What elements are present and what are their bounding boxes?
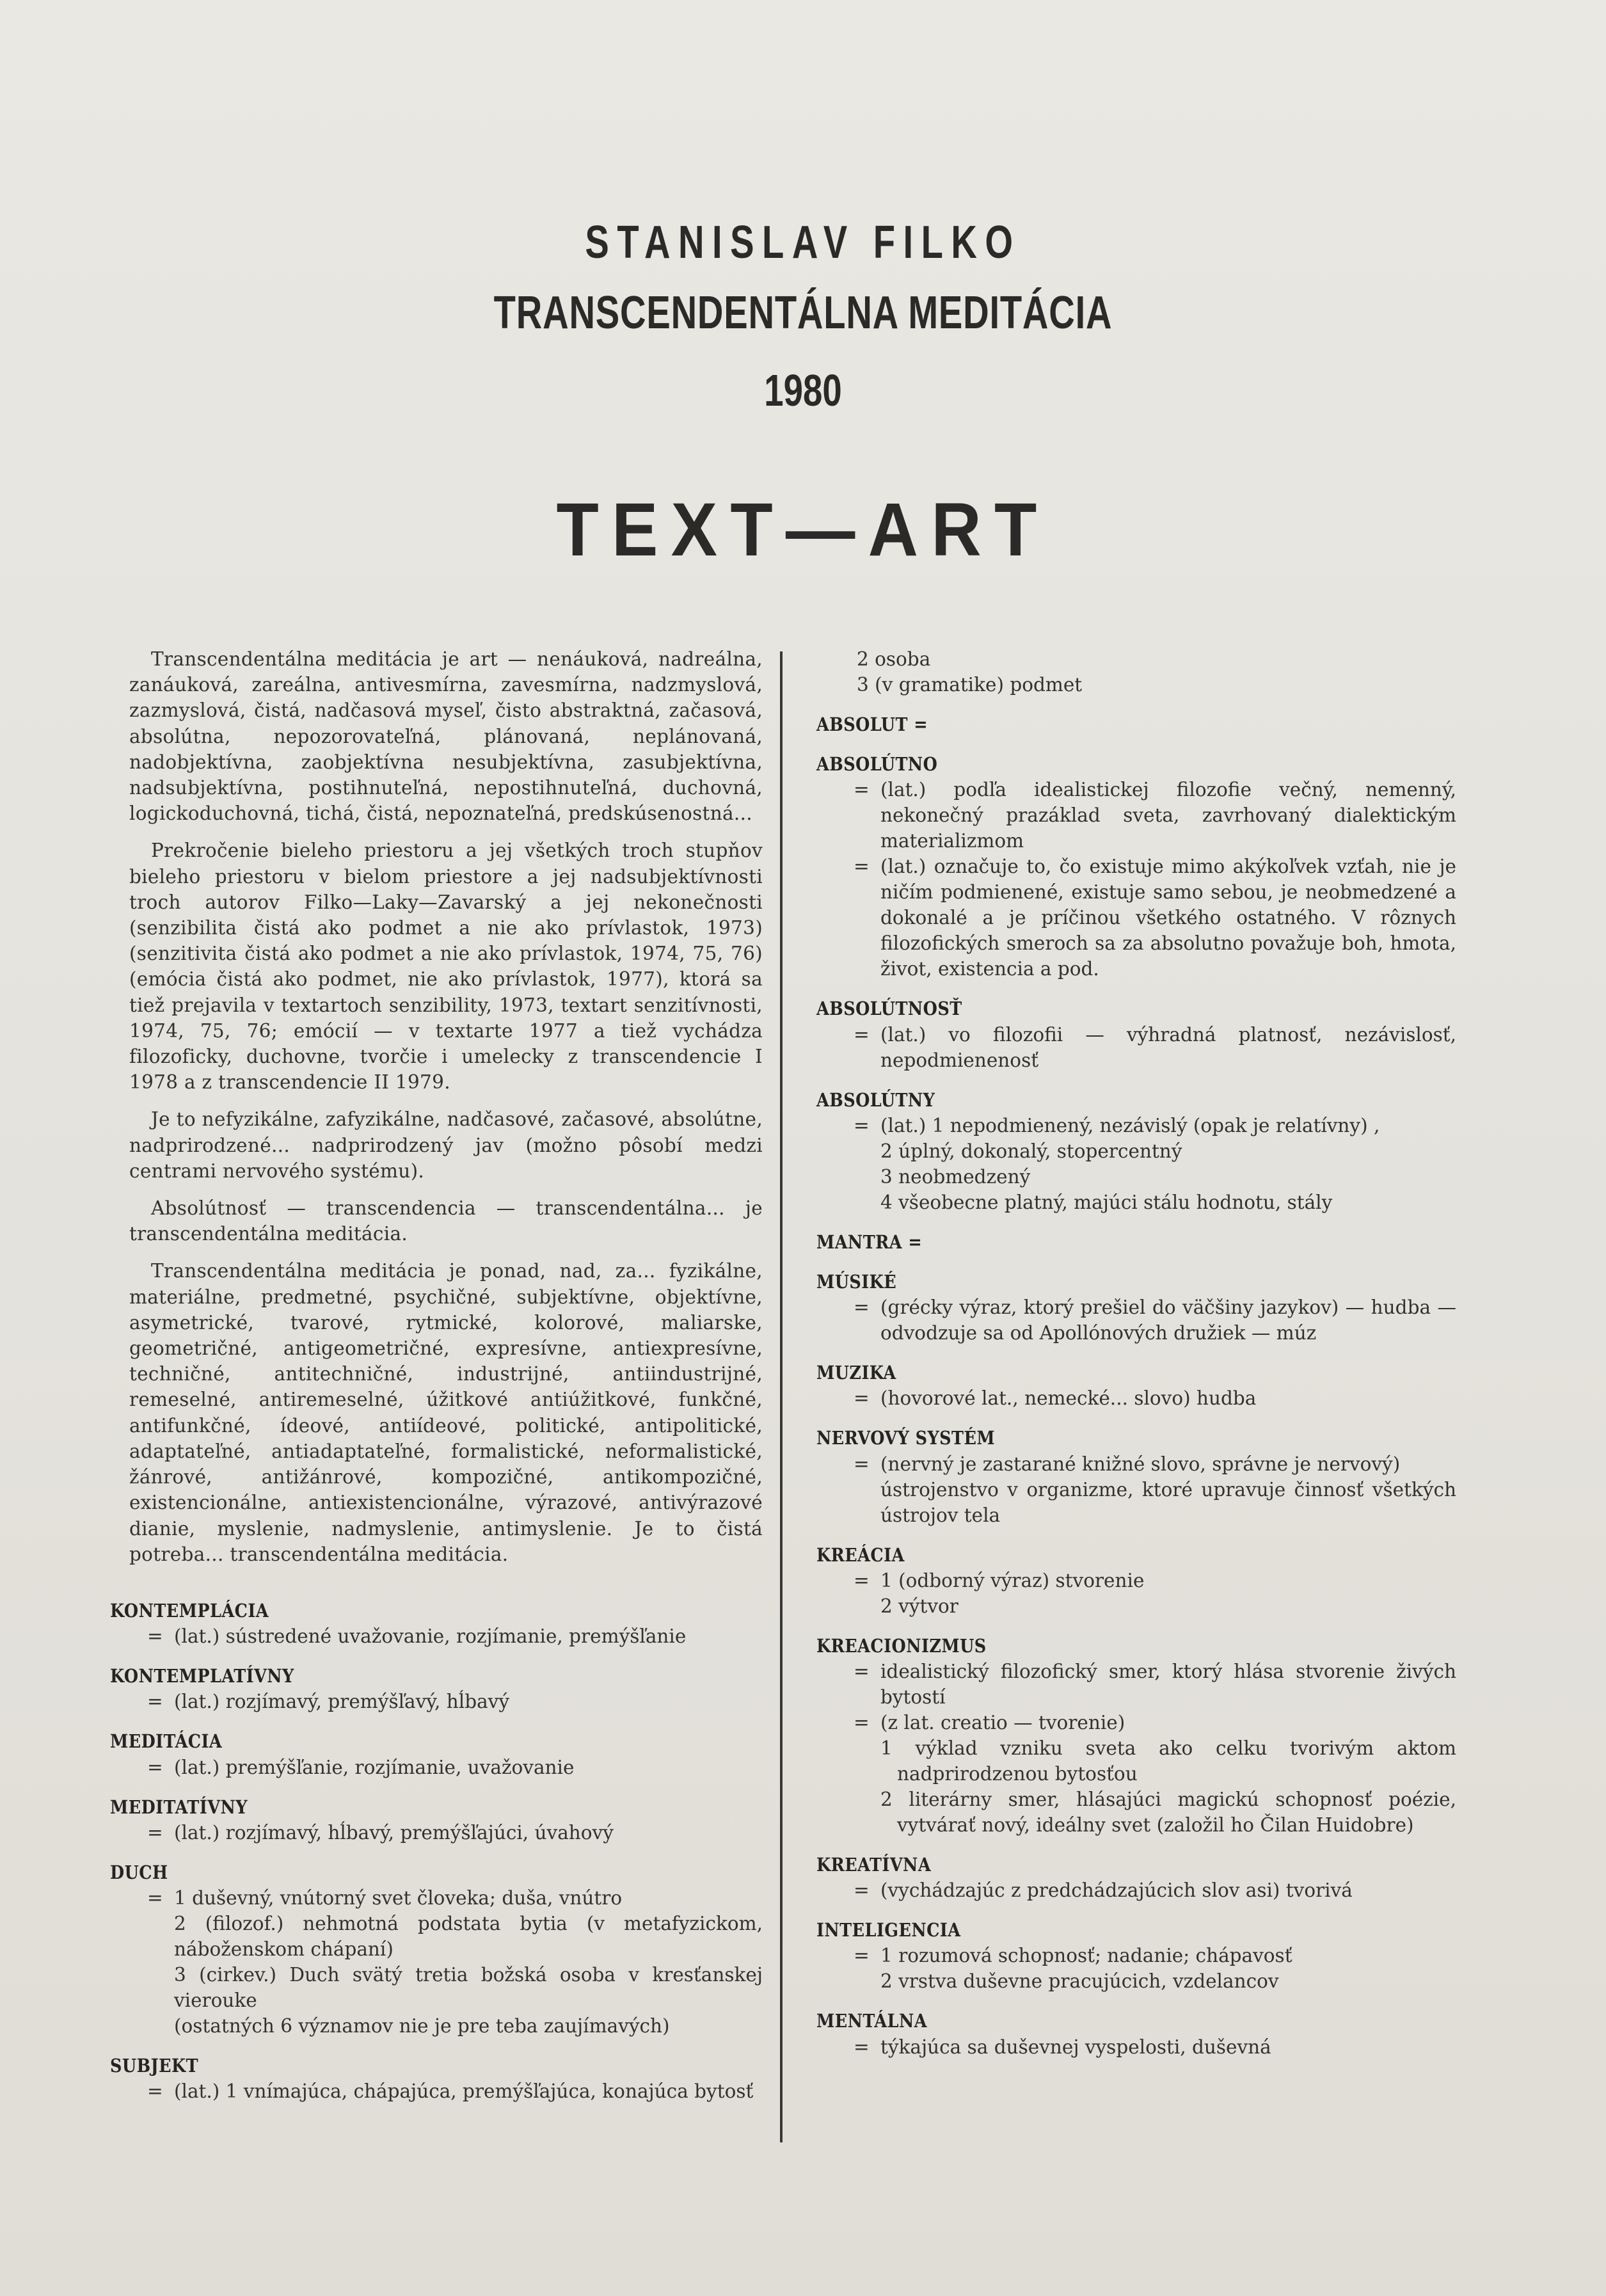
- paragraph: Je to nefyzikálne, zafyzikálne, nadčasové, začasové, absolútne, nadprirodzené... nadprirodzený jav (možno pôsobí medzi centrami nervového systému).: [129, 1108, 763, 1182]
- definition: [816, 1943, 1456, 1968]
- sub-definition: ústrojenstvo v organizme, ktoré upravuje činnosť všetkých ústrojov tela: [880, 1478, 1456, 1526]
- equals-sign: =: [854, 1879, 870, 1902]
- paragraph: Transcendentálna meditácia je art — nenáuková, nadreálna, zanáuková, zareálna, antivesmírna, zavesmírna, nadzmyslová, zazmyslová, čistá, nadčasová myseľ, čisto abstraktná, začasová, absolútna, nepozorovateľná, plánovaná, neplánovaná, nadobjektívna, zaobjektívna nesubjektívna, zasubjektívna, nadsubjektívna, postihnuteľná, nepostihnuteľná, duchovná, logickoduchovná, tichá, čistá, nepoznateľná, predskúsenostná...: [129, 648, 763, 825]
- sub-definition: 1 výklad vzniku sveta ako celku tvorivým aktom nadprirodzenou bytosťou: [880, 1737, 1456, 1785]
- sub-definition: 2 úplný, dokonalý, stopercentný: [880, 1140, 1182, 1162]
- definition-text: (nervný je zastarané knižné slovo, správne je nervový): [880, 1453, 1401, 1475]
- sub-definition: 3 (cirkev.) Duch svätý tretia božská osoba v kresťanskej vierouke: [174, 1963, 763, 2011]
- glossary-term: ABSOLUT =: [816, 714, 928, 735]
- glossary-entry: [816, 1425, 1456, 1527]
- equals-sign: =: [147, 1756, 163, 1778]
- equals-sign: =: [854, 1712, 870, 1734]
- definition: [110, 1689, 763, 1714]
- definition-text: (lat.) 1 vnímajúca, chápajúca, premýšľajúca, konajúca bytosť: [174, 2080, 754, 2103]
- definition: [816, 1113, 1456, 1138]
- equals-sign: =: [147, 1821, 163, 1844]
- glossary-term: ABSOLÚTNY: [816, 1088, 935, 1111]
- glossary-entry: [110, 1860, 763, 2039]
- paragraph: Transcendentálna meditácia je ponad, nad, za... fyzikálne, materiálne, predmetné, psychičné, subjektívne, objektívne, asymetrické, tvarové, rytmické, kolorové, maliarske, geometričné, antigeometričné, expresívne, antiexpresívne, techničné, antitechničné, industrijné, antiindustrijné, remeselné, antiremeselné, úžitkové antiúžitkové, funkčné, antifunkčné, ídeové, antiídeové, politické, antipolitické, adaptateľné, antiadaptateľné, formalistické, neformalistické, žánrové, antižánrové, kompozičné, antikompozičné, existencionálne, antiexistencionálne, výrazové, antivýrazové dianie, myslenie, nadmyslenie, antimyslenie. Je to čistá potreba... transcendentálna meditácia.: [129, 1260, 763, 1565]
- glossary-entry: [816, 712, 1456, 737]
- definition-text: idealistický filozofický smer, ktorý hlása stvorenie živých bytostí: [880, 1661, 1456, 1709]
- equals-sign: =: [147, 1886, 163, 1909]
- definition-text: (lat.) vo filozofii — výhradná platnosť, nezávislosť, nepodmienenosť: [880, 1023, 1456, 1071]
- sub-definition: 2 vrstva duševne pracujúcich, vzdelancov: [880, 1970, 1279, 1993]
- glossary-entry: [110, 1598, 763, 1649]
- glossary-entry: [110, 2053, 763, 2104]
- definition-text: (vychádzajúc z predchádzajúcich slov asi) tvorivá: [880, 1879, 1353, 1902]
- glossary-term: KREATÍVNA: [816, 1854, 932, 1876]
- glossary-entry: [816, 1229, 1456, 1255]
- definition-text: 1 duševný, vnútorný svet človeka; duša, vnútro: [174, 1886, 623, 1909]
- definition-text: týkajúca sa duševnej vyspelosti, duševná: [880, 2036, 1271, 2058]
- author-name: STANISLAV FILKO: [585, 217, 1021, 268]
- definition: [816, 777, 1456, 854]
- glossary-right: [816, 712, 1456, 2060]
- equals-sign: =: [854, 1945, 870, 1967]
- glossary-term: MÚSIKÉ: [816, 1271, 897, 1293]
- definition: [816, 1568, 1456, 1593]
- work-title: TRANSCENDENTÁLNA MEDITÁCIA: [493, 287, 1113, 339]
- glossary-term: MENTÁLNA: [816, 2010, 928, 2032]
- glossary-term: ABSOLÚTNOSŤ: [816, 998, 962, 1020]
- definition: [816, 1451, 1456, 1477]
- glossary-term: KREÁCIA: [816, 1543, 905, 1566]
- definition-text: (z lat. creatio — tvorenie): [880, 1712, 1125, 1734]
- glossary-entry: [816, 2008, 1456, 2059]
- glossary-term: MEDITATÍVNY: [110, 1796, 248, 1818]
- glossary-term: KREACIONIZMUS: [816, 1634, 987, 1657]
- glossary-entry: [816, 751, 1456, 982]
- definition: [816, 1659, 1456, 1710]
- glossary-term: MANTRA =: [816, 1231, 923, 1253]
- glossary-term: DUCH: [110, 1861, 168, 1883]
- glossary-term: SUBJEKT: [110, 2054, 199, 2077]
- paragraph: Absolútnosť — transcendencia — transcendentálna... je transcendentálna meditácia.: [129, 1197, 763, 1245]
- glossary-entry: [816, 1852, 1456, 1903]
- glossary-entry: [816, 1542, 1456, 1619]
- banner-heading: TEXT—ART: [556, 488, 1050, 572]
- glossary-term: KONTEMPLÁCIA: [110, 1599, 269, 1622]
- glossary-term: MUZIKA: [816, 1362, 896, 1384]
- definition-text: 1 (odborný výraz) stvorenie: [880, 1569, 1145, 1591]
- equals-sign: =: [854, 1114, 870, 1136]
- glossary-entry: [816, 1087, 1456, 1215]
- glossary-term: ABSOLÚTNO: [816, 753, 938, 776]
- definition-text: 1 rozumová schopnosť; nadanie; chápavosť: [880, 1945, 1292, 1967]
- sub-definition: 2 (filozof.) nehmotná podstata bytia (v metafyzickom, náboženskom chápaní): [174, 1912, 763, 1960]
- glossary-entry: [110, 1728, 763, 1780]
- equals-sign: =: [854, 1387, 870, 1410]
- right-column: [816, 646, 1456, 2074]
- equals-sign: =: [854, 1296, 870, 1319]
- definition: [110, 1623, 763, 1649]
- sub-definition: 2 výtvor: [880, 1595, 958, 1617]
- definition-text: (lat.) 1 nepodmienený, nezávislý (opak je relatívny) ,: [880, 1114, 1380, 1136]
- paragraph: Prekročenie bieleho priestoru a jej všetkých troch stupňov bieleho priestoru v bielom priestore a jej nadsubjektívnosti troch autorov Filko—Laky—Zavarský a jej nekonečnosti (senzibilita čistá ako podmet a nie ako prívlastok, 1973) (senzitivita čistá ako podmet a nie ako prívlastok, 1974, 75, 76) (emócia čistá ako podmet, nie ako prívlastok, 1977), ktorá sa tiež prejavila v textartoch senzibility, 1973, textart senzitívnosti, 1974, 75, 76; emócií — v textarte 1977 a tiež vychádza filozoficky, duchovne, tvorčie i umelecky z transcendencie I 1978 a z transcendencie II 1979.: [129, 840, 763, 1094]
- sub-definition: 2 literárny smer, hlásajúci magickú schopnosť poézie, vytvárať nový, ideálny svet (založil ho Čilan Huidobre): [880, 1789, 1456, 1837]
- glossary-term: INTELIGENCIA: [816, 1919, 961, 1941]
- equals-sign: =: [147, 2080, 163, 2103]
- definition: [816, 854, 1456, 982]
- equals-sign: =: [854, 2036, 870, 2058]
- definition: [816, 1295, 1456, 1346]
- glossary-entry: [110, 1663, 763, 1714]
- glossary-term: KONTEMPLATÍVNY: [110, 1665, 294, 1687]
- definition: [816, 1385, 1456, 1411]
- definition: [816, 1877, 1456, 1903]
- equals-sign: =: [854, 856, 870, 878]
- definition-text: (lat.) premýšľanie, rozjímanie, uvažovanie: [174, 1756, 575, 1778]
- equals-sign: =: [854, 1023, 870, 1046]
- sub-definition: 3 neobmedzený: [880, 1165, 1031, 1188]
- equals-sign: =: [854, 1453, 870, 1475]
- definition-text: (lat.) podľa idealistickej filozofie večný, nemenný, nekonečný prazáklad sveta, zavrhovaný dialektickým materializmom: [880, 779, 1456, 852]
- glossary-entry: [110, 1794, 763, 1846]
- definition: [110, 1885, 763, 1911]
- equals-sign: =: [147, 1625, 163, 1648]
- definition-continuation: 2 osoba: [857, 648, 931, 670]
- definition-text: (hovorové lat., nemecké... slovo) hudba: [880, 1387, 1257, 1410]
- definition-text: (lat.) rozjímavý, hĺbavý, premýšľajúci, úvahový: [174, 1821, 614, 1844]
- glossary-entry: [816, 1917, 1456, 1994]
- definition: [816, 2034, 1456, 2060]
- equals-sign: =: [854, 779, 870, 801]
- glossary-term: NERVOVÝ SYSTÉM: [816, 1427, 996, 1449]
- definition-text: (lat.) sústredené uvažovanie, rozjímanie, premýšľanie: [174, 1625, 687, 1648]
- glossary-entry: [816, 996, 1456, 1072]
- definition-text: (lat.) rozjímavý, premýšľavý, hĺbavý: [174, 1691, 510, 1713]
- glossary-left: [110, 1598, 763, 2104]
- sub-definition: (ostatných 6 významov nie je pre teba zaujímavých): [174, 2014, 670, 2037]
- definition: [110, 1755, 763, 1780]
- definition: [110, 2078, 763, 2104]
- definition: [110, 1820, 763, 1846]
- year: 1980: [764, 365, 842, 415]
- definition: [816, 1022, 1456, 1073]
- definition-text: (lat.) označuje to, čo existuje mimo akýkoľvek vzťah, nie je ničím podmienené, existuje samo sebou, je neobmedzené a dokonalé a je príčinou všetkého ostatného. V rôznych filozofických smeroch sa za absolutno považuje boh, hmota, život, existencia a pod.: [880, 856, 1456, 980]
- column-divider: [780, 651, 783, 2142]
- glossary-term: MEDITÁCIA: [110, 1730, 223, 1753]
- glossary-entry: [816, 1360, 1456, 1411]
- glossary-entry: [816, 1269, 1456, 1346]
- intro-text: [110, 646, 763, 2118]
- definition-text: (grécky výraz, ktorý prešiel do väčšiny jazykov) — hudba — odvodzuje sa od Apollónových družiek — múz: [880, 1296, 1456, 1344]
- equals-sign: =: [854, 1661, 870, 1683]
- equals-sign: =: [147, 1691, 163, 1713]
- glossary-entry: [816, 1633, 1456, 1838]
- definition: [816, 1710, 1456, 1735]
- definition-continuation: 3 (v gramatike) podmet: [857, 674, 1083, 696]
- equals-sign: =: [854, 1569, 870, 1591]
- sub-definition: 4 všeobecne platný, majúci stálu hodnotu, stály: [880, 1191, 1333, 1213]
